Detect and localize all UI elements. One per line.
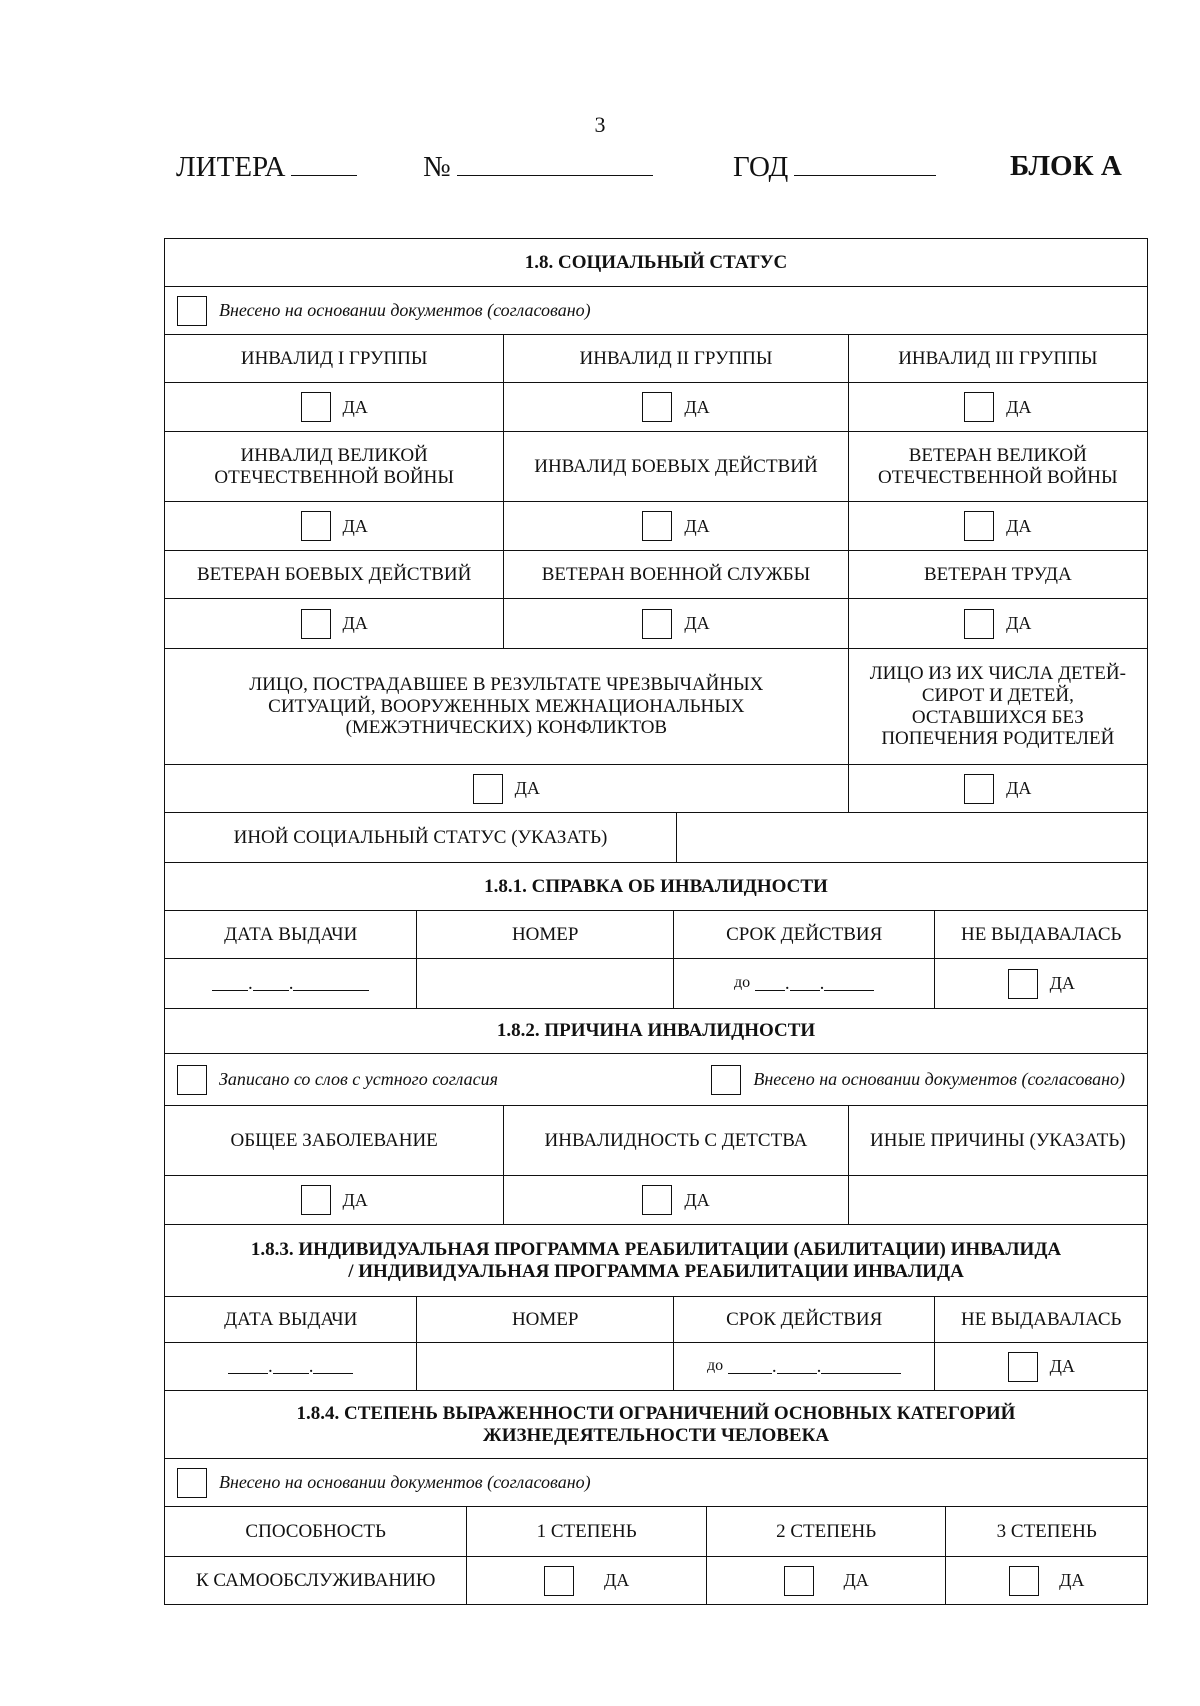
ipr-not-issued-yes[interactable] — [935, 1343, 1147, 1390]
yes-label: ДА — [1006, 396, 1032, 417]
oral-checkbox[interactable] — [177, 1065, 207, 1095]
social-status-form — [164, 238, 1148, 1605]
yes-label: ДА — [342, 515, 368, 536]
emergency-victim-yes[interactable] — [165, 765, 849, 812]
checkbox[interactable] — [301, 1185, 331, 1215]
combat-veteran-label: ВЕТЕРАН БОЕВЫХ ДЕЙСТВИЙ — [165, 551, 504, 598]
litera-label: ЛИТЕРА — [176, 151, 286, 183]
checkbox[interactable] — [642, 392, 672, 422]
yes-label: ДА — [1006, 515, 1032, 536]
validity-header: СРОК ДЕЙСТВИЯ — [674, 911, 935, 958]
childhood-disability-yes[interactable] — [504, 1176, 848, 1224]
yes-label: ДА — [1049, 973, 1075, 994]
ipr-not-issued-header: НЕ ВЫДАВАЛАСЬ — [960, 1308, 1122, 1330]
yes-label: ДА — [1006, 613, 1032, 634]
other-status-label: ИНОЙ СОЦИАЛЬНЫЙ СТАТУС (УКАЗАТЬ) — [165, 813, 677, 862]
general-disease-yes[interactable] — [165, 1176, 504, 1224]
self-care-degree-3-yes[interactable] — [946, 1557, 1147, 1604]
issue-date-header: ДАТА ВЫДАЧИ — [165, 911, 417, 958]
checkbox[interactable] — [964, 511, 994, 541]
section-1-8-4-title-line1: 1.8.4. СТЕПЕНЬ ВЫРАЖЕННОСТИ ОГРАНИЧЕНИЙ ОСНОВНЫХ КАТЕГОРИЙ — [296, 1402, 1016, 1424]
other-causes-input[interactable] — [849, 1176, 1147, 1224]
checkbox[interactable] — [301, 392, 331, 422]
section-1-8-3-title-line1: 1.8.3. ИНДИВИДУАЛЬНАЯ ПРОГРАММА РЕАБИЛИТАЦИИ (АБИЛИТАЦИИ) ИНВАЛИДА — [250, 1238, 1062, 1260]
docs-note-text: Внесено на основании документов (согласовано) — [219, 300, 591, 321]
yes-label: ДА — [514, 778, 540, 799]
yes-label: ДА — [684, 396, 710, 417]
yes-label: ДА — [342, 396, 368, 417]
docs-note-text: Внесено на основании документов (согласовано) — [219, 1472, 591, 1493]
disabled-group-3-label: ИНВАЛИД III ГРУППЫ — [898, 347, 1098, 369]
yes-label: ДА — [684, 1189, 710, 1210]
cause-notes-row — [165, 1054, 1147, 1105]
year-label: ГОД — [733, 151, 789, 183]
checkbox[interactable] — [964, 392, 994, 422]
general-disease-label: ОБЩЕЕ ЗАБОЛЕВАНИЕ — [165, 1106, 504, 1175]
checkbox[interactable] — [544, 1566, 574, 1596]
validity-input[interactable]: до . . — [674, 959, 935, 1008]
certificate-number-input[interactable] — [417, 959, 673, 1008]
not-issued-yes[interactable] — [935, 959, 1147, 1008]
checkbox[interactable] — [964, 774, 994, 804]
docs-checkbox[interactable] — [177, 296, 207, 326]
labor-veteran-label: ВЕТЕРАН ТРУДА — [923, 563, 1072, 585]
military-veteran-yes[interactable] — [504, 599, 848, 648]
number-field[interactable] — [423, 150, 653, 184]
until-label: до — [706, 1357, 724, 1375]
yes-label: ДА — [684, 515, 710, 536]
number-label: № — [423, 151, 451, 183]
checkbox[interactable] — [642, 511, 672, 541]
checkbox[interactable] — [642, 1185, 672, 1215]
litera-field[interactable] — [176, 150, 357, 184]
checkbox[interactable] — [1009, 1566, 1039, 1596]
section-1-8-3-title-line2: / ИНДИВИДУАЛЬНАЯ ПРОГРАММА РЕАБИЛИТАЦИИ ИНВАЛИДА — [348, 1260, 964, 1282]
ipr-validity-input[interactable]: до . . — [674, 1343, 935, 1390]
section-1-8-3-title — [165, 1225, 1147, 1296]
checkbox[interactable] — [301, 511, 331, 541]
labor-veteran-yes[interactable] — [849, 599, 1147, 648]
yes-label: ДА — [603, 1570, 630, 1591]
yes-label: ДА — [1006, 778, 1032, 799]
orphan-yes[interactable] — [849, 765, 1147, 812]
combat-disabled-yes[interactable] — [504, 502, 848, 550]
disabled-group-2-label: ИНВАЛИД II ГРУППЫ — [504, 335, 848, 382]
disabled-group-1-yes[interactable] — [165, 383, 504, 431]
section-1-8-4-title — [165, 1391, 1147, 1458]
issue-date-input[interactable]: . . — [165, 959, 417, 1008]
section-1-8-1-title: 1.8.1. СПРАВКА ОБ ИНВАЛИДНОСТИ — [484, 875, 828, 897]
page-number: 3 — [594, 112, 606, 137]
other-causes-label: ИНЫЕ ПРИЧИНЫ (УКАЗАТЬ) — [870, 1129, 1126, 1151]
disabled-group-2-yes[interactable] — [504, 383, 848, 431]
yes-label: ДА — [1059, 1570, 1085, 1591]
degree-2-header: 2 СТЕПЕНЬ — [707, 1507, 947, 1556]
number-blank[interactable] — [457, 150, 653, 176]
oral-note-text: Записано со слов с устного согласия — [219, 1069, 498, 1090]
degree-1-header: 1 СТЕПЕНЬ — [467, 1507, 707, 1556]
self-care-label: К САМООБСЛУЖИВАНИЮ — [165, 1557, 467, 1604]
ipr-number-header: НОМЕР — [417, 1297, 673, 1342]
docs-checkbox[interactable] — [177, 1468, 207, 1498]
yes-label: ДА — [342, 613, 368, 634]
section-1-8-4-title-line2: ЖИЗНЕДЕЯТЕЛЬНОСТИ ЧЕЛОВЕКА — [482, 1424, 830, 1446]
disabled-group-3-yes[interactable] — [849, 383, 1147, 431]
section-1-8-2-title: 1.8.2. ПРИЧИНА ИНВАЛИДНОСТИ — [496, 1020, 816, 1042]
other-status-input[interactable] — [677, 813, 1147, 862]
disabled-group-1-label: ИНВАЛИД I ГРУППЫ — [165, 335, 504, 382]
degree-3-header: 3 СТЕПЕНЬ — [996, 1520, 1097, 1542]
military-veteran-label: ВЕТЕРАН ВОЕННОЙ СЛУЖБЫ — [504, 551, 848, 598]
ipr-validity-header: СРОК ДЕЙСТВИЯ — [674, 1297, 935, 1342]
wwii-veteran-label: ВЕТЕРАН ВЕЛИКОЙ ОТЕЧЕСТВЕННОЙ ВОЙНЫ — [878, 444, 1118, 488]
checkbox[interactable] — [301, 609, 331, 639]
ipr-issue-date-input[interactable]: . . — [165, 1343, 417, 1390]
limits-docs-row — [165, 1459, 1147, 1506]
combat-veteran-yes[interactable] — [165, 599, 504, 648]
wwii-disabled-label: ИНВАЛИД ВЕЛИКОЙ ОТЕЧЕСТВЕННОЙ ВОЙНЫ — [165, 432, 504, 501]
self-care-degree-1-yes[interactable] — [467, 1557, 707, 1604]
docs-checkbox[interactable] — [711, 1065, 741, 1095]
checkbox[interactable] — [473, 774, 503, 804]
ipr-number-input[interactable] — [417, 1343, 673, 1390]
wwii-veteran-yes[interactable] — [849, 502, 1147, 550]
wwii-disabled-yes[interactable] — [165, 502, 504, 550]
checkbox[interactable] — [964, 609, 994, 639]
yes-label: ДА — [342, 1189, 368, 1210]
ipr-issue-date-header: ДАТА ВЫДАЧИ — [165, 1297, 417, 1342]
number-header: НОМЕР — [417, 911, 673, 958]
block-label: БЛОК А — [1010, 150, 1122, 182]
checkbox[interactable] — [1008, 1352, 1038, 1382]
section-1-8-title: 1.8. СОЦИАЛЬНЫЙ СТАТУС — [524, 251, 788, 273]
docs-note-text: Внесено на основании документов (согласовано) — [753, 1069, 1125, 1090]
emergency-victim-label: ЛИЦО, ПОСТРАДАВШЕЕ В РЕЗУЛЬТАТЕ ЧРЕЗВЫЧАЙНЫХ СИТУАЦИЙ, ВООРУЖЕННЫХ МЕЖНАЦИОНАЛЬНЫХ (МЕЖЭТНИЧЕСКИХ) КОНФЛИКТОВ — [165, 649, 849, 764]
until-label: до — [733, 974, 751, 992]
year-blank[interactable] — [794, 150, 936, 176]
childhood-disability-label: ИНВАЛИДНОСТЬ С ДЕТСТВА — [504, 1106, 848, 1175]
ability-header: СПОСОБНОСТЬ — [165, 1507, 467, 1556]
yes-label: ДА — [843, 1570, 869, 1591]
not-issued-header: НЕ ВЫДАВАЛАСЬ — [960, 923, 1122, 945]
orphan-label: ЛИЦО ИЗ ИХ ЧИСЛА ДЕТЕЙ-СИРОТ И ДЕТЕЙ, ОСТАВШИХСЯ БЕЗ ПОПЕЧЕНИЯ РОДИТЕЛЕЙ — [869, 662, 1126, 750]
checkbox[interactable] — [642, 609, 672, 639]
yes-label: ДА — [1049, 1356, 1075, 1377]
checkbox[interactable] — [784, 1566, 814, 1596]
litera-blank[interactable] — [291, 150, 357, 176]
combat-disabled-label: ИНВАЛИД БОЕВЫХ ДЕЙСТВИЙ — [504, 432, 848, 501]
docs-note-row — [165, 287, 1147, 334]
year-field[interactable] — [733, 150, 936, 184]
yes-label: ДА — [684, 613, 710, 634]
checkbox[interactable] — [1008, 969, 1038, 999]
self-care-degree-2-yes[interactable] — [707, 1557, 947, 1604]
